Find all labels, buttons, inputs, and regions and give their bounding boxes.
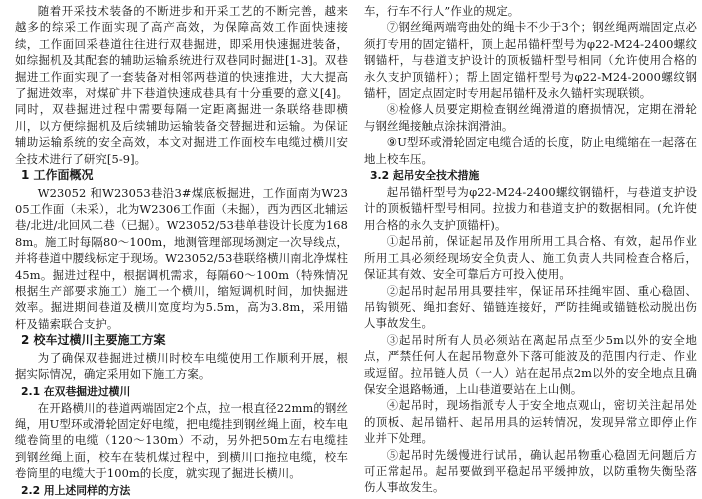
list-item-9: ⑨U型环或滑轮固定电缆合适的长度，防止电缆缩在一起落在地上校车压。: [364, 135, 697, 166]
section-1-heading: 1 工作面概况: [21, 168, 94, 183]
continued-paragraph: 车，行车不行人”作业的规定。: [364, 4, 520, 18]
list-item-5: ⑤起吊时先缓慢进行试吊，确认起吊物重心稳固无问题后方可正常起吊。起吊要做到平稳起吊平缓抻放，以防重物失衡坠落伤人事故发生。: [364, 447, 697, 495]
list-item-8: ⑧检修人员要定期检查钢丝绳滑道的磨损情况，定期在滑轮与钢丝绳接触点涂抹润滑油。: [364, 102, 697, 133]
right-column: [364, 3, 697, 496]
list-item-2: ②起吊时起吊用具要挂牢，保证吊环挂绳牢固、重心稳固、吊钩锁死、绳扣套好、锚链连接好，严防挂绳或锚链松动脱出伤人事故发生。: [364, 283, 697, 331]
subsection-3-2-paragraph: 起吊锚杆型号为φ22-M24-2400螺纹钢锚杆，与巷道支护设计的顶板锚杆型号相同。拉拔力和巷道支护的数据相同。(允许使用合格的永久支护顶锚杆)。: [364, 185, 697, 232]
intro-paragraph: 随着开采技术装备的不断进步和开采工艺的不断完善，越来越多的综采工作面实现了高产高效，为保障高效工作面快速接续，工作面回采巷道往往进行双巷掘进，即采用快速掘进装备，如综掘机及其配套的辅助运输系统进行双巷同时掘进[1-3]。双巷掘进工作面实现了一套装备对相邻两巷道的快速推进，大大提高了掘进效率，对煤矿井下巷道快速成巷具有十分重要的意义[4]。同时，双巷掘进过程中需要每隔一定距离掘进一条联络巷即横川，以方便综掘机及后续辅助运输装备交替掘进和运输。为保证辅助运输系统的安全高效，本文对掘进工作面校车电缆过横川安全技术进行了研究[5-9]。: [15, 4, 348, 166]
subsection-3-2-heading: 3.2 起吊安全技术措施: [370, 169, 480, 183]
scheme-paragraph: 为了确保双巷掘进过横川时校车电缆使用工作顺利开展，根据实际情况，确定采用如下施工方案。: [15, 350, 348, 382]
list-item-4: ④起吊时，现场指派专人于安全地点观山，密切关注起吊处的顶板、起吊锚杆、起吊用具的运转情况，发现异常立即停止作业并下处理。: [364, 398, 697, 446]
list-item-7: ⑦钢丝绳两端弯曲处的绳卡不少于3个；钢丝绳两端固定点必须打专用的固定锚杆，顶上起吊锚杆型号为φ22-M24-2400螺纹钢锚杆，与巷道支护设计的顶板锚杆型号相同（允许使用合格的永久支护顶锚杆）；帮上固定锚杆型号为φ22-M24-2000螺纹钢锚杆，固定点固定时专用起吊锚杆及永久锚杆实现联锁。: [364, 20, 697, 101]
overview-paragraph: W23052 和W23053巷沿3#煤底板掘进，工作面南为W2305工作面（未采），北为W2306工作面（未掘），西为西区北辅运巷/北进/北回风二巷（已掘）。W23052/53巷单巷设计长度为1688m。施工时每隔80～100m，地测管理部现场测定一次导线点，并将巷道中腰线标定于现场。W23052/53巷联络横川南北净煤柱45m。掘进过程中，根据调机需求，每隔60～100m（特殊情况根据生产部要求施工）施工一个横川，缩短调机时间，加快掘进效率。掘进期间巷道及横川宽度均为5.5m，高为3.8m，采用锚杆及锚索联合支护。: [15, 185, 348, 331]
list-item-3: ③起吊时所有人员必须站在离起吊点至少5m以外的安全地点，严禁任何人在起吊物意外下落可能波及的范围内行走、作业或逗留。拉吊链人员（一人）站在起吊点2m以外的安全地点且确保安全退路畅通，上山巷道要站在上山侧。: [364, 332, 697, 396]
subsection-2-1-paragraph: 在开路横川的巷道两端固定2个点，拉一根直径22mm的钢丝绳，用U型环或滑轮固定好电缆，把电缆挂到钢丝绳上面，校车电缆卷筒里的电缆（120～130m）不动，另外把50m左右电缆挂到钢丝绳上面，校车在装机煤过程中，到横川口拖拉电缆，校车卷筒里的电缆大于100m的长度，就实现了掘进长横川。: [15, 400, 348, 481]
left-column: [15, 3, 348, 499]
subsection-2-1-heading: 2.1 在双巷掘进过横川: [21, 384, 131, 398]
list-item-1: ①起吊前，保证起吊及作用所用工具合格、有效，起吊作业所用工具必须经现场安全负责人、施工负责人共同检查合格后，保证其有效、安全可靠后方可投入使用。: [364, 234, 697, 282]
section-2-heading: 2 校车过横川主要施工方案: [21, 333, 166, 348]
subsection-2-2-heading: 2.2 用上述同样的方法: [21, 483, 131, 497]
